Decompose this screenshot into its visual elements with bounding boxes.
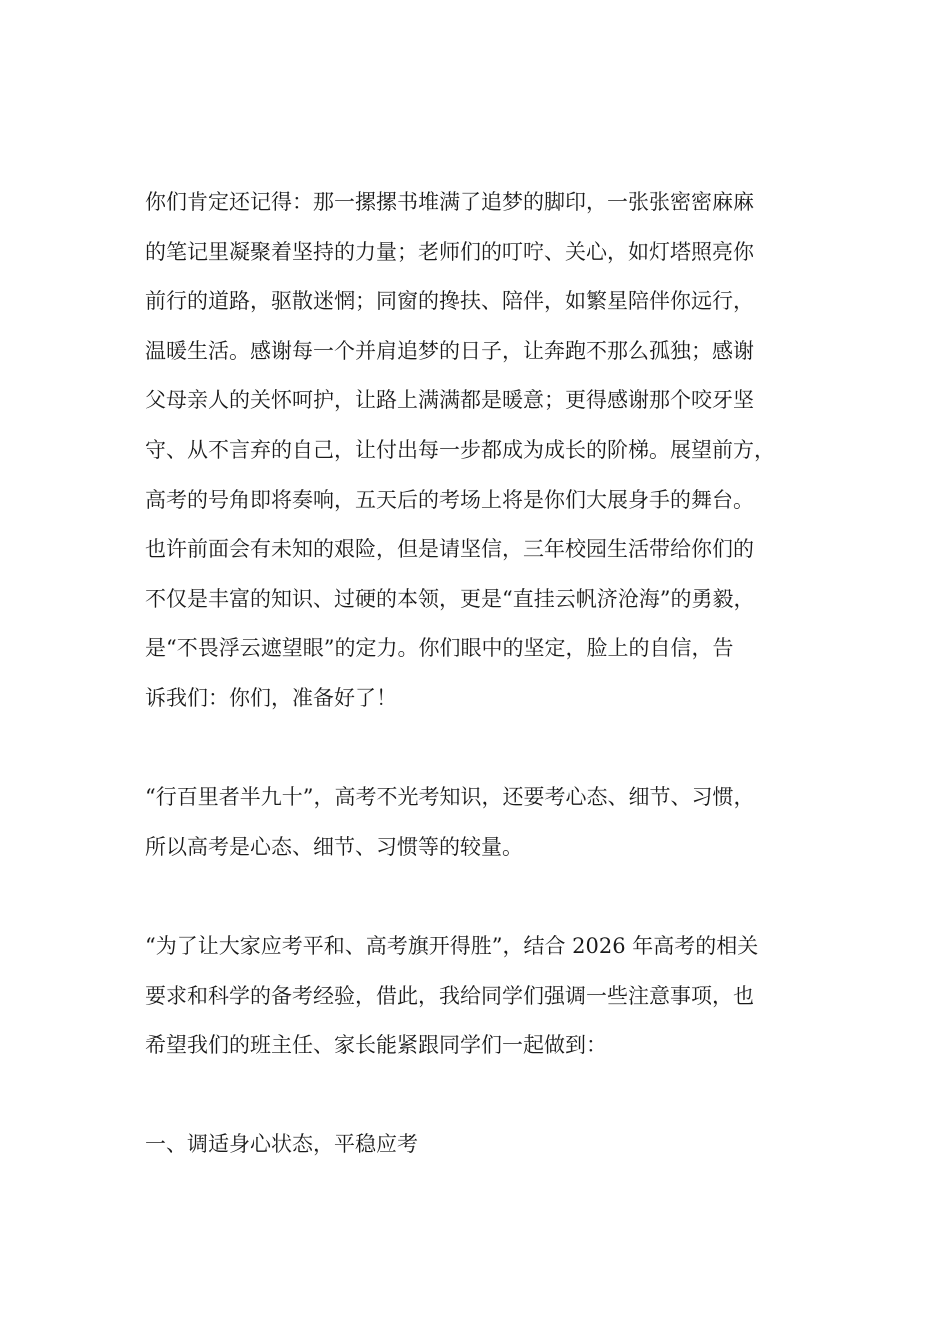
text-line: “为了让大家应考平和、高考旗开得胜”，结合 2026 年高考的相关 <box>145 933 759 958</box>
text-line: 父母亲人的关怀呵护，让路上满满都是暖意；更得感谢那个咬牙坚 <box>145 388 754 413</box>
paragraph-spacer <box>145 872 825 922</box>
text-line: 要求和科学的备考经验，借此，我给同学们强调一些注意事项，也 <box>145 983 754 1008</box>
text-line: 也许前面会有未知的艰险，但是请坚信，三年校园生活带给你们的 <box>145 537 754 562</box>
paragraph-proverb <box>145 773 825 872</box>
text-line: 所以高考是心态、细节、习惯等的较量。 <box>145 834 523 859</box>
text-line: 温暖生活。感谢每一个并肩追梦的日子，让奔跑不那么孤独；感谢 <box>145 338 754 363</box>
text-line: 是“不畏浮云遮望眼”的定力。你们眼中的坚定，脸上的自信，告 <box>145 636 734 661</box>
text-line: 高考的号角即将奏响，五天后的考场上将是你们大展身手的舞台。 <box>145 487 754 512</box>
text-line: “行百里者半九十”，高考不光考知识，还要考心态、细节、习惯， <box>145 785 755 810</box>
text-line: 希望我们的班主任、家长能紧跟同学们一起做到： <box>145 1033 607 1058</box>
text-line: 诉我们：你们，准备好了！ <box>145 685 397 710</box>
section-heading <box>145 1120 825 1170</box>
text-line: 不仅是丰富的知识、过硬的本领，更是“直挂云帆济沧海”的勇毅， <box>145 586 755 611</box>
paragraph-spacer <box>145 724 825 774</box>
paragraph-gratitude <box>145 178 825 724</box>
paragraph-spacer <box>145 1071 825 1121</box>
text-line: 前行的道路，驱散迷惘；同窗的搀扶、陪伴，如繁星陪伴你远行， <box>145 289 754 314</box>
document-body <box>145 178 825 1170</box>
heading-text: 一、调适身心状态，平稳应考 <box>145 1132 418 1157</box>
paragraph-intro-notes <box>145 922 825 1071</box>
text-line: 你们肯定还记得：那一摞摞书堆满了追梦的脚印，一张张密密麻麻 <box>145 190 754 214</box>
text-line: 守、从不言弃的自己，让付出每一步都成为成长的阶梯。展望前方， <box>145 437 775 462</box>
text-line: 的笔记里凝聚着坚持的力量；老师们的叮咛、关心，如灯塔照亮你 <box>145 239 754 264</box>
